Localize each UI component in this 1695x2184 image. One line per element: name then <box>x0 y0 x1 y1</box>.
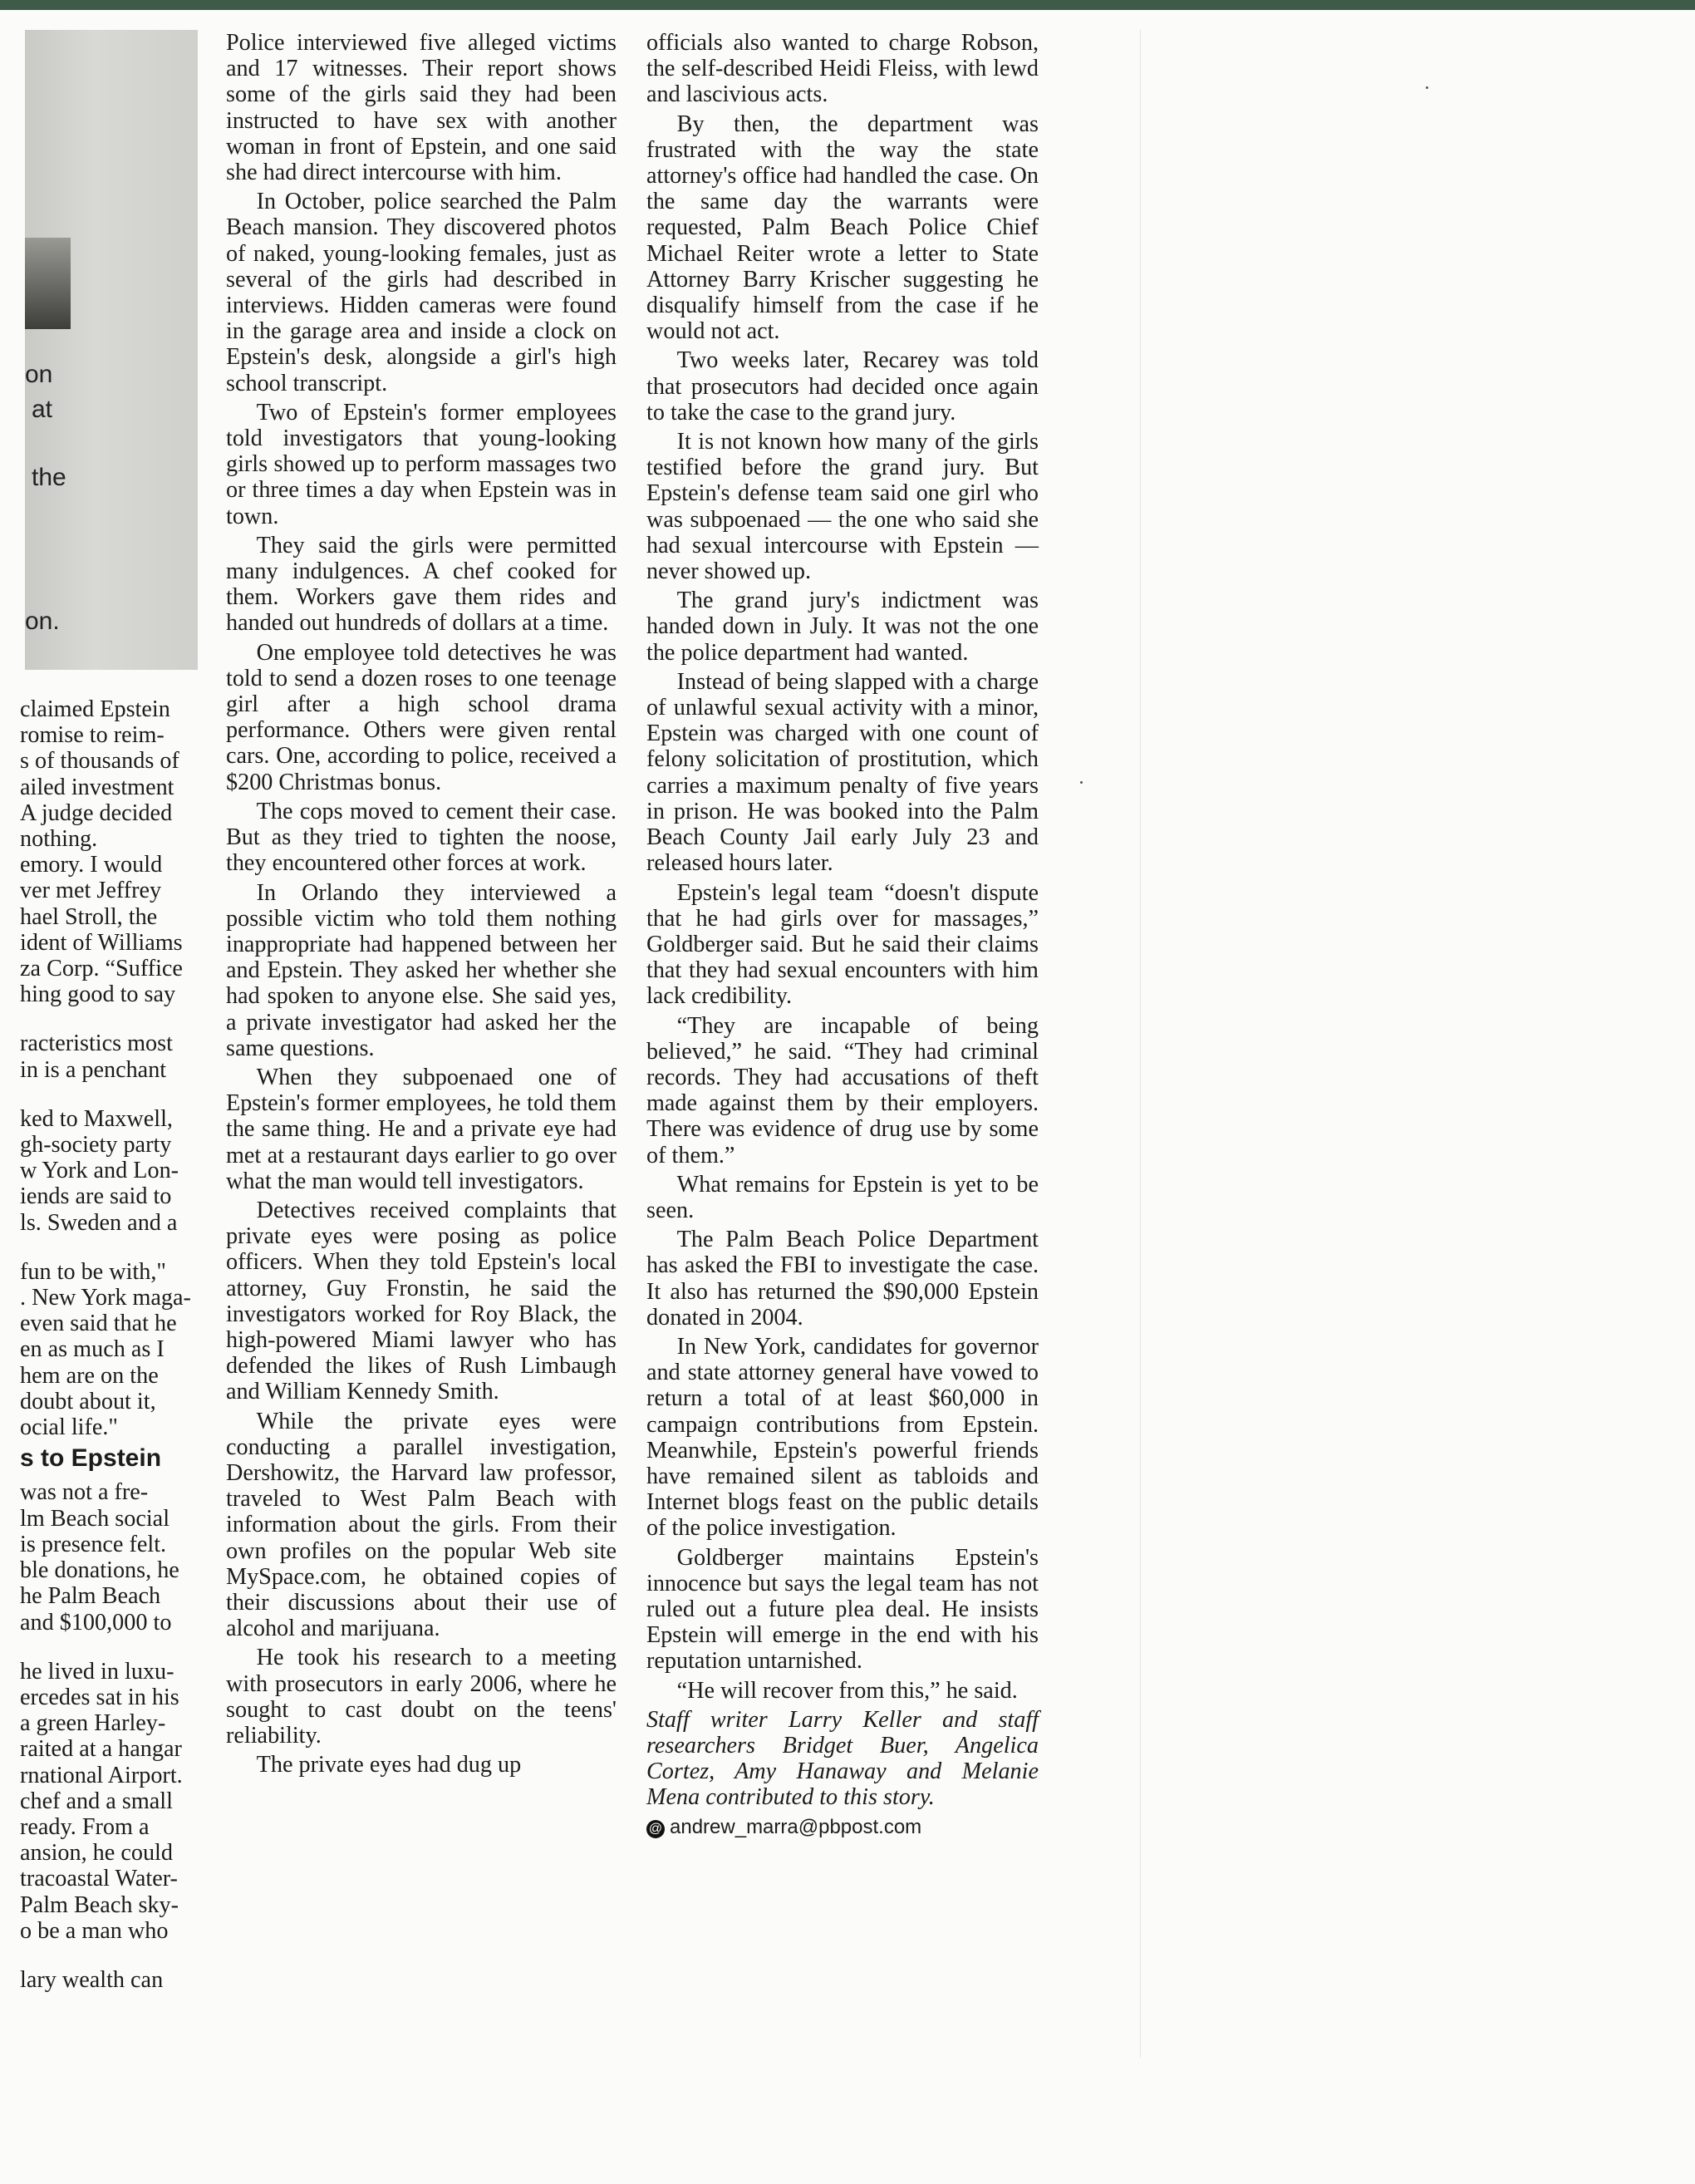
paragraph: In Orlando they interviewed a possible victim who told them nothing inappropriate had happened between her and Epstein. They asked her whether she had spoken to anyone else. She said yes, a private investigator had asked her the same questions. <box>226 879 617 1061</box>
text-line: emory. I would <box>20 852 163 878</box>
paragraph: officials also wanted to charge Robson, the self-described Heidi Fleiss, with lewd and lascivious acts. <box>646 30 1039 108</box>
text-line: gh-society party <box>20 1132 172 1158</box>
subhead: s to Epstein <box>20 1444 162 1473</box>
staff-credit: Staff writer Larry Keller and staff researchers Bridget Buer, Angelica Cortez, Amy Hanaway and Melanie Mena contributed to this story. <box>646 1706 1039 1811</box>
paragraph: “He will recover from this,” he said. <box>676 1677 1018 1704</box>
paragraph: In October, police searched the Palm Beach mansion. They discovered photos of naked, young-looking females, just as several of the girls had described in interviews. Hidden cameras were found in the garage area and inside a clock on Epstein's desk, alongside a girl's high school transcript. <box>226 189 617 396</box>
text-line: lm Beach social <box>20 1505 170 1532</box>
scan-speck <box>1080 781 1083 784</box>
text-line: fun to be with," <box>20 1258 166 1285</box>
paragraph: In New York, candidates for governor and state attorney general have vowed to return a total of at least $60,000 in campaign contributions from Epstein. Meanwhile, Epstein's powerful friends have remained silent as tabloids and Internet blogs feast on the public details of the police investigation. <box>646 1333 1039 1542</box>
paragraph: The Palm Beach Police Department has asked the FBI to investigate the case. It also has returned the $90,000 Epstein donated in 2004. <box>646 1227 1039 1331</box>
email-at-icon: @ <box>646 1820 665 1838</box>
paragraph: What remains for Epstein is yet to be seen. <box>646 1171 1039 1223</box>
text-line: in is a penchant <box>20 1056 167 1083</box>
text-line: racteristics most <box>20 1031 173 1057</box>
email-address[interactable]: andrew_marra@pbpost.com <box>670 1815 922 1838</box>
text-line: hael Stroll, the <box>20 903 158 930</box>
paragraph: “They are incapable of being believed,” he said. “They had criminal records. They had accusations of theft made against them by their employers. There was evidence of drug use by some of them.” <box>646 1012 1039 1168</box>
text-line: claimed Epstein <box>20 696 170 722</box>
photo-caption-fragment: at <box>32 396 53 423</box>
text-line: tracoastal Water- <box>20 1866 178 1892</box>
text-line: romise to reim- <box>20 722 165 749</box>
text-line: lary wealth can <box>20 1966 164 1993</box>
paragraph: The private eyes had dug up <box>256 1752 522 1778</box>
paragraph: He took his research to a meeting with prosecutors in early 2006, where he sought to cast doubt on the teens' reliability. <box>226 1645 617 1749</box>
text-line: Palm Beach sky- <box>20 1891 179 1918</box>
text-line: ked to Maxwell, <box>20 1105 173 1132</box>
text-line: ls. Sweden and a <box>20 1209 178 1236</box>
author-email[interactable] <box>646 1814 1039 1840</box>
text-line: was not a fre- <box>20 1479 149 1506</box>
paragraph: While the private eyes were conducting a parallel investigation, Dershowitz, the Harvard law professor, traveled to West Palm Beach with information about the girls. From their own profiles on the popular Web site MySpace.com, he obtained copies of their discussions about their use of alcohol and marijuana. <box>226 1408 617 1642</box>
paragraph: By then, the department was frustrated with the way the state attorney's office had handled the case. On the same day the warrants were requested, Palm Beach Police Chief Michael Reiter wrote a letter to State Attorney Barry Krischer suggesting he disqualify himself from the case if he would not act. <box>646 111 1039 345</box>
top-border <box>0 0 1695 10</box>
photo-dark-area <box>25 238 71 329</box>
text-line: ansion, he could <box>20 1840 173 1867</box>
column-left-fragment <box>20 696 201 1993</box>
paragraph: The grand jury's indictment was handed down in July. It was not the one the police department had wanted. <box>646 588 1039 666</box>
text-line: a green Harley- <box>20 1710 166 1737</box>
text-line: en as much as I <box>20 1336 165 1363</box>
paragraph: Police interviewed five alleged victims and 17 witnesses. Their report shows some of the girls said they had been instructed to have sex with another woman in front of Epstein, and one said she had direct intercourse with him. <box>226 30 617 186</box>
paragraph: The cops moved to cement their case. But as they tried to tighten the noose, they encountered other forces at work. <box>226 798 617 877</box>
photo-caption-fragment: on <box>25 361 53 388</box>
text-line: . New York maga- <box>20 1285 191 1311</box>
paragraph: One employee told detectives he was told to send a dozen roses to one teenage girl after a high school drama performance. Others were given rental cars. One, according to police, received a $200 Christmas bonus. <box>226 639 617 795</box>
text-line: w York and Lon- <box>20 1158 179 1184</box>
paragraph: Two of Epstein's former employees told investigators that young-looking girls showed up to perform massages two or three times a day when Epstein was in town. <box>226 399 617 529</box>
paragraph: Goldberger maintains Epstein's innocence but says the legal team has not ruled out a future plea deal. He insists Epstein will emerge in the end with his reputation untarnished. <box>646 1544 1039 1675</box>
photo-caption-fragment: the <box>32 464 66 491</box>
text-line: even said that he <box>20 1311 177 1337</box>
text-line: ble donations, he <box>20 1557 179 1584</box>
scan-speck <box>1426 86 1428 89</box>
text-line: chef and a small <box>20 1788 173 1814</box>
text-line: ident of Williams <box>20 929 183 956</box>
text-line: za Corp. “Suffice <box>20 956 183 982</box>
text-line: o be a man who <box>20 1917 169 1944</box>
scan-edge-line <box>1140 30 1141 2058</box>
text-line: nothing. <box>20 826 98 853</box>
text-line: ercedes sat in his <box>20 1684 179 1710</box>
text-line: A judge decided <box>20 799 173 826</box>
cropped-photo <box>25 30 198 670</box>
text-line: raited at a hangar <box>20 1736 182 1763</box>
paragraph: They said the girls were permitted many indulgences. A chef cooked for them. Workers gave them rides and handed out hundreds of dollars at a time. <box>226 532 617 637</box>
text-line: ailed investment <box>20 774 174 800</box>
text-line: he Palm Beach <box>20 1583 161 1610</box>
text-line: ocial life." <box>20 1414 118 1441</box>
text-line: s of thousands of <box>20 748 179 775</box>
paragraph: Instead of being slapped with a charge of unlawful sexual activity with a minor, Epstein was charged with one count of felony solicitation of prostitution, which carries a maximum penalty of five years in prison. He was booked into the Palm Beach County Jail early July 23 and released hours later. <box>646 668 1039 877</box>
paragraph: Epstein's legal team “doesn't dispute that he had girls over for massages,” Goldberger said. But he said their claims that they had sexual encounters with him lack credibility. <box>646 879 1039 1010</box>
text-line: is presence felt. <box>20 1531 167 1557</box>
text-line: he lived in luxu- <box>20 1658 174 1685</box>
photo-caption-fragment: on. <box>25 607 60 635</box>
text-line: doubt about it, <box>20 1388 156 1414</box>
column-middle <box>226 30 617 1781</box>
text-line: hing good to say <box>20 981 176 1008</box>
text-line: ready. From a <box>20 1813 150 1840</box>
text-line: and $100,000 to <box>20 1609 172 1636</box>
paragraph: It is not known how many of the girls testified before the grand jury. But Epstein's defense team said one girl who was subpoenaed — the one who said she had sexual intercourse with Epstein — never showed up. <box>646 429 1039 585</box>
text-line: hem are on the <box>20 1362 159 1389</box>
paragraph: When they subpoenaed one of Epstein's former employees, he told them the same thing. He and a private eye had met at a restaurant days earlier to go over what the man would tell investigators. <box>226 1064 617 1194</box>
text-line: ver met Jeffrey <box>20 878 162 904</box>
text-line: rnational Airport. <box>20 1762 183 1788</box>
text-line: iends are said to <box>20 1183 172 1210</box>
paragraph: Two weeks later, Recarey was told that prosecutors had decided once again to take the case to the grand jury. <box>646 347 1039 425</box>
column-right <box>646 30 1039 1843</box>
paragraph: Detectives received complaints that private eyes were posing as police officers. When they told Epstein's local attorney, Guy Fronstin, he said the investigators worked for Roy Black, the high-powered Miami lawyer who has defended the likes of Rush Limbaugh and William Kennedy Smith. <box>226 1197 617 1405</box>
